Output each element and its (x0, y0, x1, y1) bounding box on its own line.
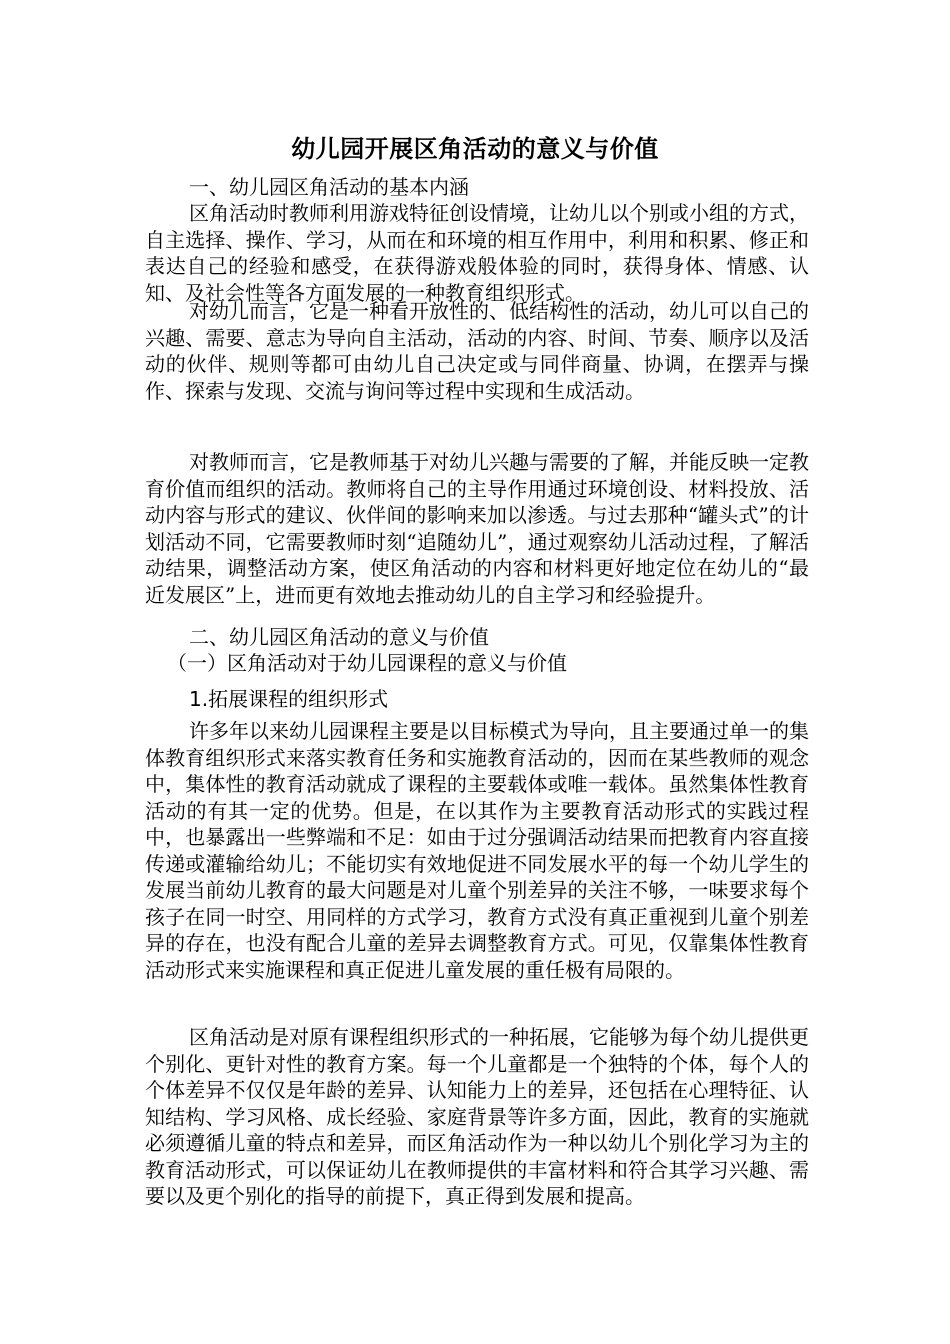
subsection-heading-1: （一）区角活动对于幼儿园课程的意义与价值 (167, 651, 567, 675)
paragraph-5: 区角活动是对原有课程组织形式的一种拓展，它能够为每个幼儿提供更个别化、更针对性的教育方案。每一个儿童都是一个独特的个体，每个人的个体差异不仅仅是年龄的差异、认知能力上的差异，还包括在心理特征、认知结构、学习风格、成长经验、家庭背景等许多方面，因此，教育的实施就必须遵循儿童的特点和差异，而区角活动作为一种以幼儿个别化学习为主的教育活动形式，可以保证幼儿在教师提供的丰富材料和符合其学习兴趣、需要以及更个别化的指导的前提下，真正得到发展和提高。 (145, 1025, 809, 1208)
paragraph-1: 区角活动时教师利用游戏特征创设情境，让幼儿以个别或小组的方式，自主选择、操作、学习，从而在和环境的相互作用中，利用和积累、修正和表达自己的经验和感受，在获得游戏般体验的同时，获得身体、情感、认知、及社会性等各方面发展的一种教育组织形式。 (145, 201, 809, 305)
paragraph-4: 许多年以来幼儿园课程主要是以目标模式为导向，且主要通过单一的集体教育组织形式来落实教育任务和实施教育活动的，因而在某些教师的观念中，集体性的教育活动就成了课程的主要载体或唯一载体。虽然集体性教育活动的有其一定的优势。但是，在以其作为主要教育活动形式的实践过程中，也暴露出一些弊端和不足：如由于过分强调活动结果而把教育内容直接传递或灌输给幼儿；不能切实有效地促进不同发展水平的每一个幼儿学生的发展当前幼儿教育的最大问题是对儿童个别差异的关注不够，一味要求每个孩子在同一时空、用同样的方式学习，教育方式没有真正重视到儿童个别差异的存在，也没有配合儿童的差异去调整教育方式。可见，仅靠集体性教育活动形式来实施课程和真正促进儿童发展的重任极有局限的。 (145, 719, 809, 982)
document-title: 幼儿园开展区角活动的意义与价值 (291, 134, 659, 163)
paragraph-3: 对教师而言，它是教师基于对幼儿兴趣与需要的了解，并能反映一定教育价值而组织的活动。教师将自己的主导作用通过环境创设、材料投放、活动内容与形式的建议、伙伴间的影响来加以渗透。与过去那种“罐头式”的计划活动不同，它需要教师时刻“追随幼儿”，通过观察幼儿活动过程，了解活动结果，调整活动方案，使区角活动的内容和材料更好地定位在幼儿的“最近发展区”上，进而更有效地去推动幼儿的自主学习和经验提升。 (145, 450, 809, 607)
section-heading-1: 一、幼儿园区角活动的基本内涵 (189, 175, 469, 199)
paragraph-2: 对幼儿而言，它是一种看开放性的、低结构性的活动，幼儿可以自己的兴趣、需要、意志为导向自主活动，活动的内容、时间、节奏、顺序以及活动的伙伴、规则等都可由幼儿自己决定或与同伴商量、协调，在摆弄与操作、探索与发现、交流与询问等过程中实现和生成活动。 (145, 299, 809, 403)
item-heading-1: 1.拓展课程的组织形式 (189, 687, 389, 711)
section-heading-2: 二、幼儿园区角活动的意义与价值 (189, 625, 489, 649)
